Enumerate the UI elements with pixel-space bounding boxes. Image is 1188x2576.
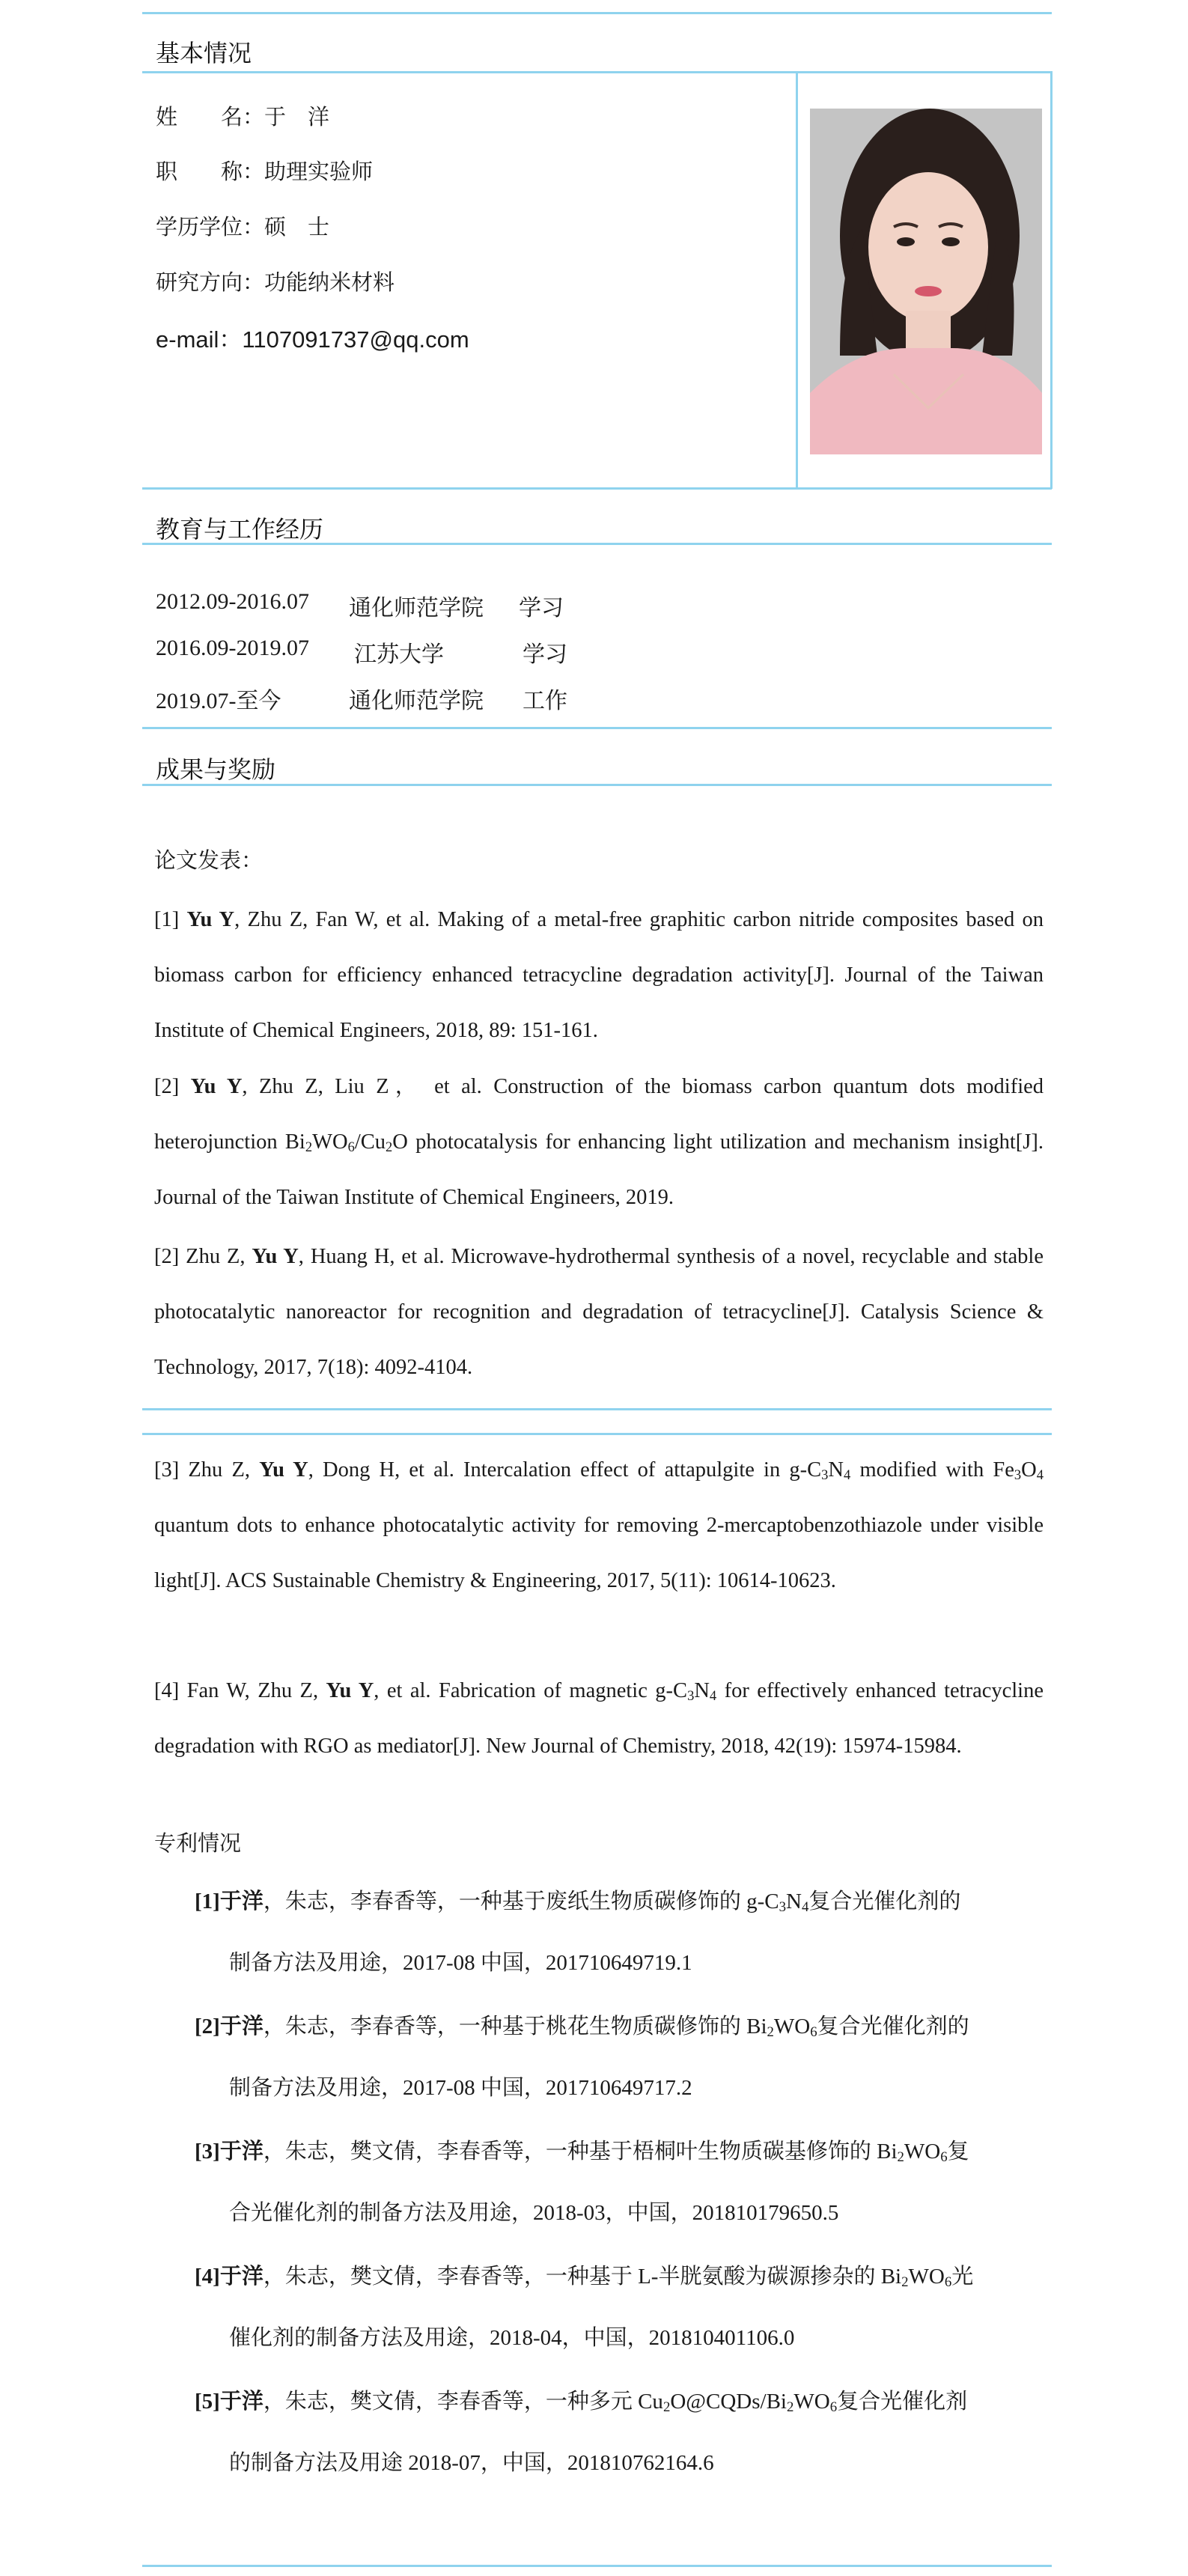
patent-item: [5]于洋，朱志，樊文倩，李春香等，一种多元 $Cu_2O@CQDs/Bi_2WO_6$复合光催化剂 的制备方法及用途 2018-07，中国，201810762164.6 xyxy=(195,2390,968,2475)
section-title-basic: 基本情况 xyxy=(156,40,252,67)
divider xyxy=(142,12,1052,14)
profile-degree: 学历学位：硕 士 xyxy=(156,216,330,240)
divider xyxy=(142,1408,1052,1410)
paper-item: [2] Zhu Z, Yu Y, Huang H, et al. Microwave-hydrothermal synthesis of a novel, recyclable and stable photocatalytic nanoreactor for recognition and degradation of tetracycline[J]. Catalysis Science & Technology, 2017, 7(18): 4092-4104. xyxy=(154,1245,1044,1379)
portrait-image xyxy=(810,109,1042,454)
profile-photo xyxy=(810,109,1042,454)
divider xyxy=(142,1433,1052,1435)
paper-item: [4] Fan W, Zhu Z, Yu Y, et al. Fabrication of magnetic $g-C_3N_4$ for effectively enhanced tetracycline degradation with RGO as mediator[J]. New Journal of Chemistry, 2018, 42(19): 15974-15984. xyxy=(154,1679,1044,1758)
paper-item: [1] Yu Y, Zhu Z, Fan W, et al. Making of a metal-free graphitic carbon nitride composites based on biomass carbon for efficiency enhanced tetracycline degradation activity[J]. Journal of the Taiwan Institute of Chemical Engineers, 2018, 89: 151-161. xyxy=(154,908,1044,1042)
patent-item: [3]于洋，朱志，樊文倩，李春香等，一种基于梧桐叶生物质碳基修饰的 $Bi_2WO_6$复 合光催化剂的制备方法及用途，2018-03，中国，201810179650.5 xyxy=(195,2140,969,2225)
edu-row: 2016.09-2019.07 江苏大学 学习 xyxy=(156,636,567,667)
profile-research: 研究方向：功能纳米材料 xyxy=(156,271,395,295)
divider xyxy=(142,784,1052,786)
divider xyxy=(1050,71,1053,489)
divider xyxy=(142,2565,1052,2567)
edu-row: 2019.07-至今 通化师范学院 工作 xyxy=(156,689,567,713)
paper-item: [2] Yu Y, Zhu Z, Liu Z， et al. Construction of the biomass carbon quantum dots modified heterojunction $Bi_2WO_6/Cu_2O$ photocatalysis for enhancing light utilization and mechanism insight[J]. Journal of the Taiwan Institute of Chemical Engineers, 2019. xyxy=(154,1075,1044,1209)
papers-label: 论文发表： xyxy=(154,849,264,873)
section-title-education: 教育与工作经历 xyxy=(156,516,324,543)
edu-row: 2012.09-2016.07 通化师范学院 学习 xyxy=(156,589,564,621)
divider xyxy=(142,487,1052,490)
patent-item: [2]于洋，朱志，李春香等，一种基于桃花生物质碳修饰的 $Bi_2WO_6$复合光催化剂的 制备方法及用途，2017-08 中国，201710649717.2 xyxy=(195,2015,969,2100)
profile-email: e-mail：1107091737@qq.com xyxy=(156,326,469,353)
paper-item: [3] Zhu Z, Yu Y, Dong H, et al. Intercalation effect of attapulgite in $g-C_3N_4$ modified with $Fe_3O_4$ quantum dots to enhance photocatalytic activity for removing 2-mercaptobenzothiazole under visible light[J]. ACS Sustainable Chemistry & Engineering, 2017, 5(11): 10614-10623. xyxy=(154,1458,1044,1592)
patents-label: 专利情况 xyxy=(154,1832,242,1856)
divider xyxy=(142,71,1052,73)
profile-title: 职 称：助理实验师 xyxy=(156,160,374,184)
divider xyxy=(142,727,1052,729)
patent-item: [4]于洋，朱志，樊文倩，李春香等，一种基于 L-半胱氨酸为碳源掺杂的 $Bi_2WO_6$光 催化剂的制备方法及用途，2018-04，中国，201810401106.0 xyxy=(195,2265,974,2350)
section-title-achievements: 成果与奖励 xyxy=(156,756,276,783)
profile-name: 姓 名：于 洋 xyxy=(156,106,330,130)
patent-item: [1]于洋，朱志，李春香等，一种基于废纸生物质碳修饰的 $g-C_3N_4$复合光催化剂的 制备方法及用途，2017-08 中国，201710649719.1 xyxy=(195,1890,961,1975)
divider xyxy=(796,71,798,489)
